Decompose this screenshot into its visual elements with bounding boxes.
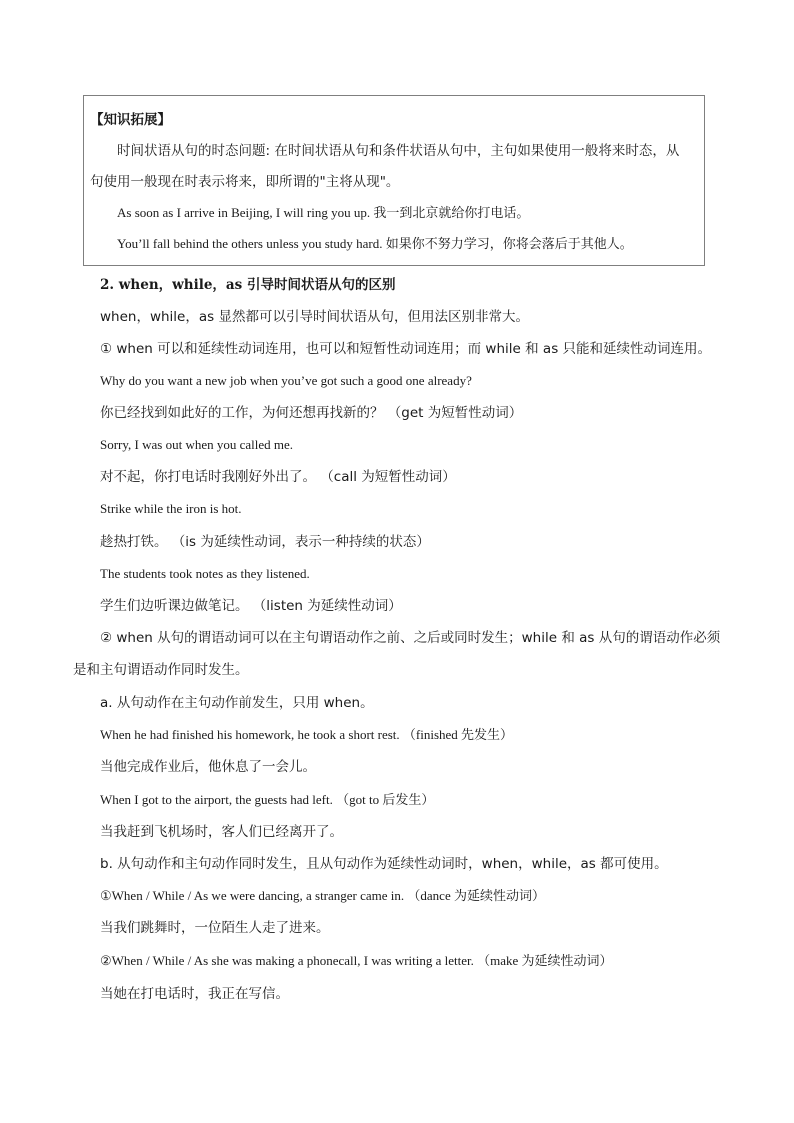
example-sentence-cn: 当我们跳舞时，一位陌生人走了进来。 xyxy=(100,920,330,936)
example-sentence-cn: 学生们边听课边做笔记。 （listen 为延续性动词） xyxy=(100,598,402,614)
point-2-line-1: ② when 从句的谓语动词可以在主句谓语动作之前、之后或同时发生；while 和 as 从句的谓语动作必须 xyxy=(100,630,721,646)
example-sentence-en: When I got to the airport, the guests had left. （got to 后发生） xyxy=(100,792,435,807)
section-intro: when，while，as 显然都可以引导时间状语从句，但用法区别非常大。 xyxy=(100,309,529,325)
section-title: 2. when，while，as 引导时间状语从句的区别 xyxy=(100,277,396,293)
example-sentence-cn: 当她在打电话时，我正在写信。 xyxy=(100,986,289,1002)
example-sentence-en: Strike while the iron is hot. xyxy=(100,501,242,516)
example-sentence-cn: 对不起，你打电话时我刚好外出了。 （call 为短暂性动词） xyxy=(100,469,456,485)
box-example-1: As soon as I arrive in Beijing, I will ring you up. 我一到北京就给你打电话。 xyxy=(117,205,530,220)
box-paragraph-line-2: 句使用一般现在时表示将来，即所谓的"主将从现"。 xyxy=(90,174,400,190)
example-sentence-cn: 当他完成作业后，他休息了一会儿。 xyxy=(100,759,316,775)
example-sentence-cn: 你已经找到如此好的工作，为何还想再找新的？ （get 为短暂性动词） xyxy=(100,405,523,421)
example-sentence-en: Why do you want a new job when you’ve got such a good one already? xyxy=(100,373,472,388)
example-sentence-en: Sorry, I was out when you called me. xyxy=(100,437,294,452)
box-heading: 【知识拓展】 xyxy=(90,112,171,128)
box-example-2: You’ll fall behind the others unless you study hard. 如果你不努力学习，你将会落后于其他人。 xyxy=(117,236,633,251)
example-sentence-en: ①When / While / As we were dancing, a stranger came in. （dance 为延续性动词） xyxy=(100,888,545,903)
box-paragraph-line-1: 时间状语从句的时态问题: 在时间状语从句和条件状语从句中，主句如果使用一般将来时态，从 xyxy=(117,143,680,159)
example-sentence-en: When he had finished his homework, he took a short rest. （finished 先发生） xyxy=(100,727,514,742)
subpoint-a-title: a. 从句动作在主句动作前发生，只用 when。 xyxy=(100,695,374,711)
example-sentence-en: ②When / While / As she was making a phonecall, I was writing a letter. （make 为延续性动词） xyxy=(100,953,613,968)
point-2-line-2: 是和主句谓语动作同时发生。 xyxy=(73,662,249,678)
subpoint-b-title: b. 从句动作和主句动作同时发生，且从句动作为延续性动词时，when，while，as 都可使用。 xyxy=(100,856,668,872)
example-sentence-en: The students took notes as they listened. xyxy=(100,566,310,581)
point-1: ① when 可以和延续性动词连用，也可以和短暂性动词连用；而 while 和 as 只能和延续性动词连用。 xyxy=(100,341,712,357)
example-sentence-cn: 趁热打铁。 （is 为延续性动词，表示一种持续的状态） xyxy=(100,534,430,550)
example-sentence-cn: 当我赶到飞机场时，客人们已经离开了。 xyxy=(100,824,343,840)
